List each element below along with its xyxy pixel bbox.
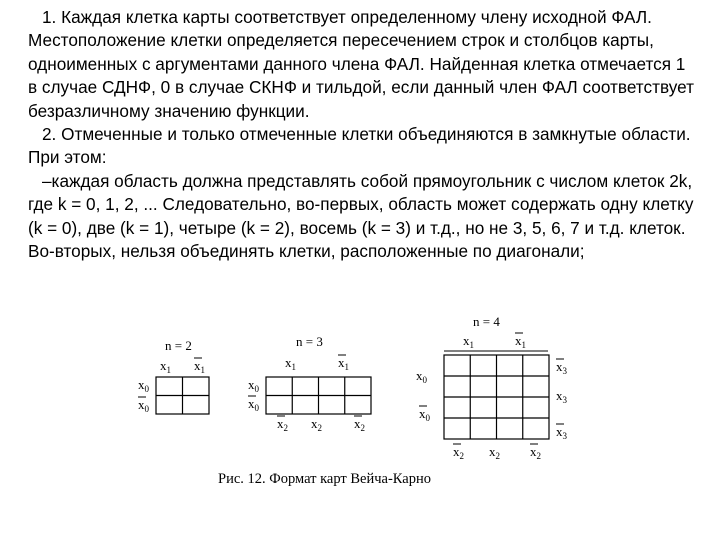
map-n2: [138, 338, 209, 414]
map-n3: [248, 334, 371, 433]
map3-bot2-label: $x_2$: [311, 416, 322, 433]
map2-title: n = 2: [165, 338, 192, 353]
map3-col1-label: $x_1$: [285, 355, 296, 372]
map4-row1-label: $x_0$: [416, 368, 427, 385]
map3-row1-label: $x_0$: [248, 377, 259, 394]
map4-bot1-label: $x_2$: [453, 444, 464, 461]
map4-bot3-label: $x_2$: [530, 444, 541, 461]
paragraph-1: 1. Каждая клетка карты соответствует определенному члену исходной ФАЛ. Местоположение клетки определяется пересечением строк и столбцов карты, одноименных с аргументами данного члена ФАЛ. Найденная клетка отмечается 1 в случае СДНФ, 0 в случае СКНФ и тильдой, если данный член ФАЛ соответствует безразличному значению функции.: [28, 7, 694, 121]
map4-title: n = 4: [473, 314, 500, 329]
map2-row1-label: $x_0$: [138, 377, 149, 394]
map4-right3-label: $x_3$: [556, 424, 567, 441]
paragraph-3: –каждая область должна представлять собой прямоугольник с числом клеток 2k, где k = 0, 1, 2, ... Следовательно, во-первых, область может содержать одну клетку (k = 0), две (k = 1), четыре (k = 2), восемь (k = 3) и т.д., но не 3, 5, 6, 7 и т.д. клеток. Во-вторых, нельзя объединять клетки, расположенные по диагонали;: [28, 170, 694, 262]
map4-row2-label: $x_0$: [419, 406, 430, 423]
map-n4: [416, 314, 568, 461]
map4-right2-label: $x_3$: [556, 388, 567, 405]
map3-bot1-label: $x_2$: [277, 416, 288, 433]
paragraph-2: 2. Отмеченные и только отмеченные клетки объединяются в замкнутые области. При этом:: [28, 124, 691, 168]
map3-bot3-label: $x_2$: [354, 416, 365, 433]
map3-title: n = 3: [296, 334, 323, 349]
map2-grid: [156, 377, 209, 414]
map2-col1-label: $x_1$: [160, 358, 171, 375]
map4-col1-label: $x_1$: [463, 333, 474, 350]
map4-grid: [444, 355, 549, 439]
map3-row2-label: $x_0$: [248, 396, 259, 413]
map3-grid: [266, 377, 371, 414]
map2-row2-label: $x_0$: [138, 397, 149, 414]
map2-col2-label: $x_1$: [194, 358, 205, 375]
map4-bot2-label: $x_2$: [489, 444, 500, 461]
figure-caption: Рис. 12. Формат карт Вейча-Карно: [218, 471, 431, 487]
map3-col2-label: $x_1$: [338, 355, 349, 372]
map4-col2-label: $x_1$: [515, 333, 526, 350]
map4-right1-label: $x_3$: [556, 359, 567, 376]
